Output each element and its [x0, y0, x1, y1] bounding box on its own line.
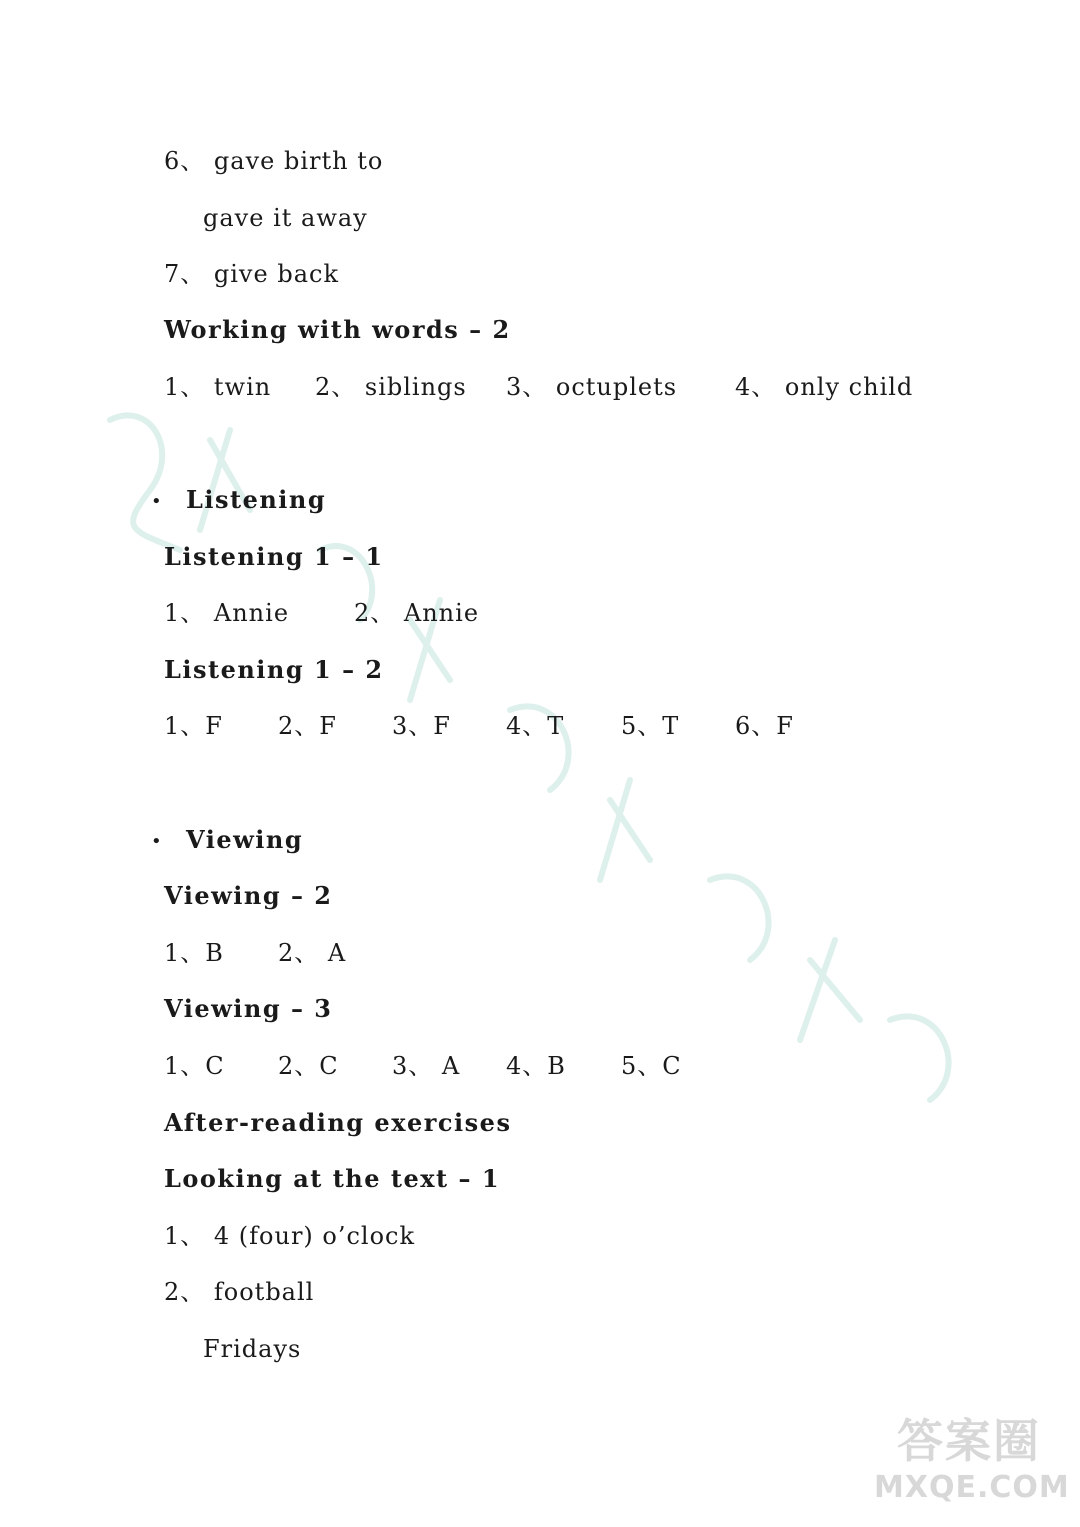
- v3-answer-1: 1、C: [164, 1052, 225, 1080]
- v3-answer-4: 4、B: [506, 1052, 566, 1080]
- l11-answer-2: 2、 Annie: [354, 599, 480, 627]
- watermark-logo: [874, 1411, 1070, 1521]
- text-answer-1: 1、 4 (four) o’clock: [164, 1222, 416, 1250]
- l11-answer-1: 1、 Annie: [164, 599, 290, 627]
- ww-answer-1: 1、 twin: [164, 373, 272, 401]
- l12-answer-3: 3、F: [392, 712, 451, 740]
- heading-viewing-2: Viewing – 2: [164, 881, 333, 910]
- bullet-dot: •: [151, 831, 162, 852]
- heading-looking-at-text-1: Looking at the text – 1: [164, 1164, 501, 1193]
- section-viewing: Viewing: [186, 825, 304, 854]
- l12-answer-5: 5、T: [621, 712, 680, 740]
- heading-listening-1-1: Listening 1 – 1: [164, 542, 384, 571]
- bullet-dot: •: [151, 491, 162, 512]
- item-6: 6、 gave birth to: [164, 147, 384, 175]
- section-listening: Listening: [186, 485, 327, 514]
- l12-answer-6: 6、F: [735, 712, 794, 740]
- l12-answer-2: 2、F: [278, 712, 337, 740]
- l12-answer-1: 1、F: [164, 712, 223, 740]
- v2-answer-2: 2、 A: [278, 939, 347, 967]
- heading-viewing-3: Viewing – 3: [164, 994, 333, 1023]
- l12-answer-4: 4、T: [506, 712, 565, 740]
- watermark-logo-cn: 答案圈: [897, 1414, 1041, 1468]
- ww-answer-4: 4、 only child: [735, 373, 914, 401]
- v3-answer-3: 3、 A: [392, 1052, 461, 1080]
- v2-answer-1: 1、B: [164, 939, 224, 967]
- heading-listening-1-2: Listening 1 – 2: [164, 655, 384, 684]
- ww-answer-2: 2、 siblings: [315, 373, 467, 401]
- item-6-alt: gave it away: [203, 204, 368, 232]
- v3-answer-2: 2、C: [278, 1052, 339, 1080]
- text-answer-2-alt: Fridays: [203, 1335, 302, 1363]
- ww-answer-3: 3、 octuplets: [506, 373, 678, 401]
- heading-after-reading: After-reading exercises: [164, 1108, 512, 1137]
- item-7: 7、 give back: [164, 260, 339, 288]
- v3-answer-5: 5、C: [621, 1052, 682, 1080]
- watermark-logo-en: MXQE.COM: [874, 1470, 1070, 1505]
- text-answer-2: 2、 football: [164, 1278, 315, 1306]
- heading-working-with-words-2: Working with words – 2: [164, 315, 511, 344]
